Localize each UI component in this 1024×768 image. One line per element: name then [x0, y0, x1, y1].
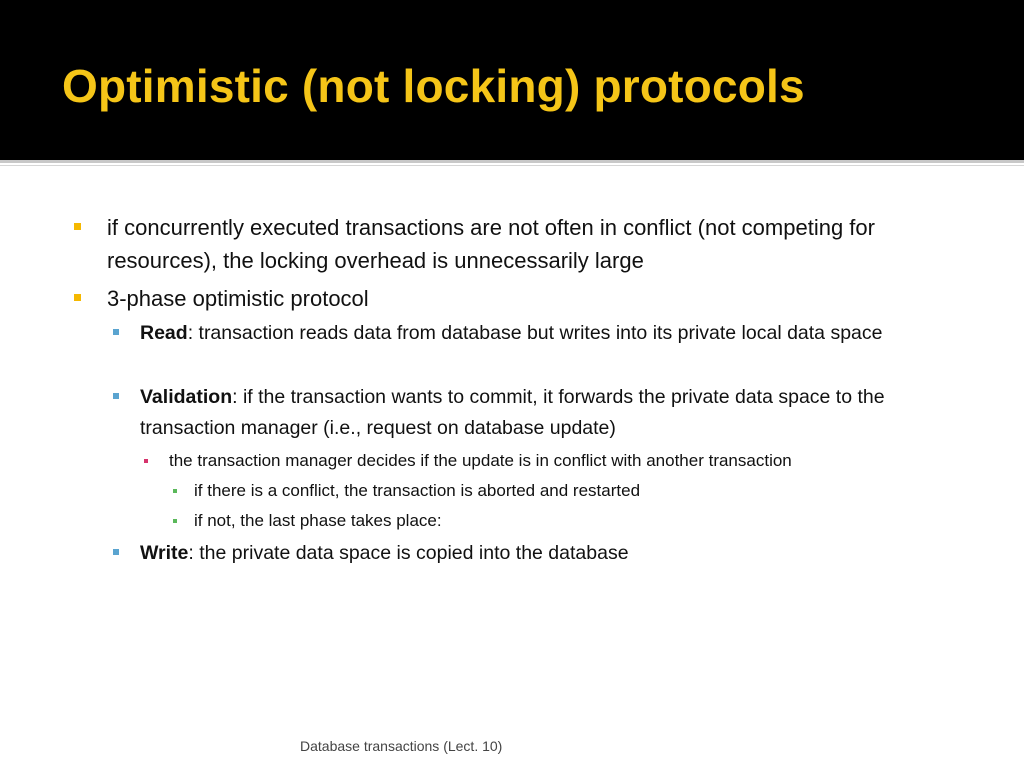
square-bullet-icon — [173, 519, 177, 523]
square-bullet-icon — [144, 459, 148, 463]
bullet-text: 3-phase optimistic protocol — [107, 286, 369, 311]
bullet-item — [107, 282, 987, 315]
bullet-text: if not, the last phase takes place: — [194, 511, 442, 530]
phase-term: Validation — [140, 386, 233, 408]
square-bullet-icon — [74, 294, 81, 301]
title-bar — [0, 0, 1024, 160]
bullet-text: if there is a conflict, the transaction is aborted and restarted — [194, 481, 641, 500]
title-divider-thin — [0, 165, 1024, 166]
square-bullet-icon — [113, 549, 119, 555]
validation-subitem — [194, 509, 974, 533]
title-divider — [0, 160, 1024, 163]
validation-detail — [169, 449, 989, 473]
phase-description: : if the transaction wants to commit, it forwards the private data space to the transaction manager (i.e., request on database update) — [140, 386, 885, 439]
phase-item-validation — [140, 382, 950, 444]
phase-item-read — [140, 318, 950, 349]
phase-item-write — [140, 538, 950, 569]
validation-subitem — [194, 479, 974, 503]
square-bullet-icon — [74, 223, 81, 230]
square-bullet-icon — [113, 329, 119, 335]
square-bullet-icon — [113, 393, 119, 399]
phase-term: Write — [140, 542, 189, 564]
phase-term: Read — [140, 322, 188, 344]
bullet-text: if concurrently executed transactions are not often in conflict (not competing for resources), the locking overhead is unnecessarily large — [107, 215, 875, 273]
square-bullet-icon — [173, 489, 177, 493]
bullet-item — [107, 211, 987, 277]
phase-description: : the private data space is copied into the database — [188, 542, 629, 564]
bullet-text: the transaction manager decides if the update is in conflict with another transaction — [169, 451, 792, 470]
phase-description: : transaction reads data from database but writes into its private local data space — [187, 322, 883, 344]
slide-title: Optimistic (not locking) protocols — [62, 60, 805, 112]
slide-footer: Database transactions (Lect. 10) — [300, 738, 503, 754]
